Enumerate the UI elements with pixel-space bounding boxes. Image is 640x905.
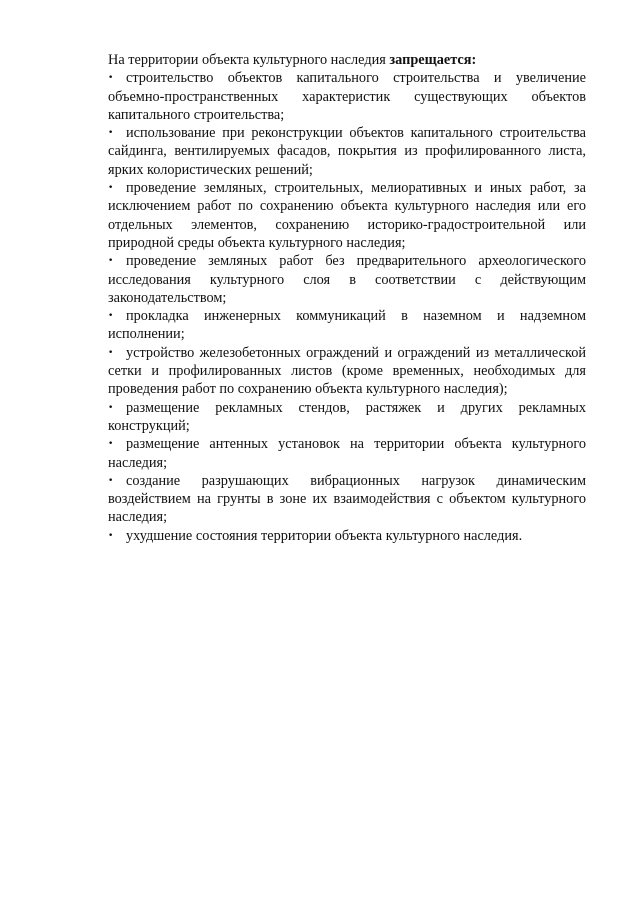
- list-item-text: прокладка инженерных коммуникаций в наземном и надземном исполнении;: [108, 308, 586, 343]
- bullet-icon: •: [108, 183, 114, 194]
- list-item: [108, 527, 586, 545]
- bullet-icon: •: [108, 475, 114, 486]
- bullet-icon: •: [108, 347, 114, 358]
- intro-paragraph: [108, 51, 586, 69]
- bullet-icon: •: [108, 402, 114, 413]
- document-page: [108, 51, 586, 545]
- list-item: [108, 399, 586, 436]
- prohibitions-list: [108, 69, 586, 545]
- bullet-icon: •: [108, 311, 114, 322]
- list-item-text: проведение земляных работ без предварительного археологического исследования культурного слоя в соответствии с действующим законодательством;: [108, 253, 586, 306]
- bullet-icon: •: [108, 530, 114, 541]
- list-item-text: размещение антенных установок на территории объекта культурного наследия;: [108, 436, 586, 471]
- list-item: [108, 179, 586, 252]
- list-item: [108, 472, 586, 527]
- list-item: [108, 344, 586, 399]
- bullet-icon: •: [108, 439, 114, 450]
- list-item-text: создание разрушающих вибрационных нагрузок динамическим воздействием на грунты в зоне их взаимодействия с объектом культурного наследия;: [108, 472, 586, 526]
- list-item: [108, 252, 586, 307]
- bullet-icon: •: [108, 73, 114, 84]
- list-item: [108, 69, 586, 124]
- list-item: [108, 307, 586, 344]
- list-item-text: ухудшение состояния территории объекта культурного наследия.: [126, 527, 523, 544]
- list-item: [108, 435, 586, 472]
- list-item-text: проведение земляных, строительных, мелиоративных и иных работ, за исключением работ по сохранению объекта культурного наследия или его отдельных элементов, сохранению историко-градостроительной или природной среды объекта культурного наследия;: [108, 180, 586, 251]
- list-item: [108, 124, 586, 179]
- list-item-text: размещение рекламных стендов, растяжек и других рекламных конструкций;: [108, 399, 586, 434]
- intro-text: На территории объекта культурного наследия: [108, 52, 390, 68]
- list-item-text: устройство железобетонных ограждений и ограждений из металлической сетки и профилированных листов (кроме временных, необходимых для проведения работ по сохранению объекта культурного наследия);: [108, 344, 586, 398]
- list-item-text: строительство объектов капитального строительства и увеличение объемно-пространственных характеристик существующих объектов капитального строительства;: [108, 70, 586, 123]
- bullet-icon: •: [108, 128, 114, 139]
- intro-emphasis: запрещается:: [389, 52, 477, 68]
- bullet-icon: •: [108, 256, 114, 267]
- list-item-text: использование при реконструкции объектов капитального строительства сайдинга, вентилируемых фасадов, покрытия из профилированного листа, ярких колористических решений;: [108, 125, 586, 178]
